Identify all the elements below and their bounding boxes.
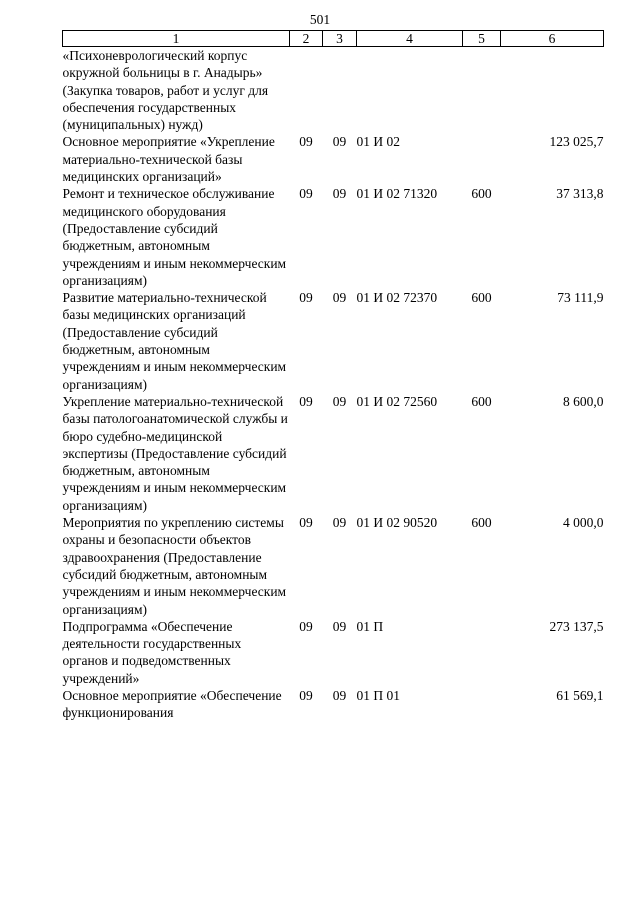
- column-header-name: 1: [63, 31, 290, 47]
- row-program-code: 01 П: [356, 618, 384, 634]
- row-section: [290, 47, 323, 134]
- row-subsection: [323, 47, 357, 134]
- table-row: [63, 618, 604, 687]
- row-name: Ремонт и техническое обслуживание медицинского оборудования (Предоставление субсидий бюджетным, автономным учреждениям и иным некоммерческим организациям): [62, 186, 287, 288]
- row-expense-kind: 600: [471, 393, 492, 409]
- row-program-code: 01 И 02: [356, 134, 400, 150]
- row-amount: 123 025,7: [549, 134, 604, 150]
- row-program-code: 01 И 02 90520: [356, 515, 438, 531]
- row-name: Развитие материально-технической базы медицинских организаций (Предоставление субсидий бюджетным, автономным учреждениям и иным некоммерческим организациям): [62, 290, 287, 392]
- row-program-code: 01 И 02 72560: [356, 393, 438, 409]
- row-expense-kind: 600: [471, 290, 492, 306]
- row-program-code: 01 П 01: [356, 687, 400, 703]
- row-name: Основное мероприятие «Укрепление материально-технической базы медицинских организаций»: [62, 134, 275, 185]
- row-expense-kind: 600: [471, 515, 492, 531]
- row-amount: [501, 47, 604, 134]
- row-subsection: 09: [332, 186, 347, 202]
- row-amount: 273 137,5: [549, 618, 604, 634]
- table-row: [63, 289, 604, 393]
- row-section: 09: [299, 515, 313, 531]
- table-row: [63, 393, 604, 514]
- table-row: [63, 47, 604, 134]
- row-subsection: 09: [332, 134, 347, 150]
- page-number: 501: [309, 12, 331, 27]
- row-subsection: 09: [332, 618, 347, 634]
- table-row: [63, 133, 604, 185]
- table-row: [63, 687, 604, 722]
- row-amount: 73 111,9: [557, 290, 604, 306]
- column-header-subsection: 3: [323, 31, 357, 47]
- row-section: 09: [299, 393, 313, 409]
- row-subsection: 09: [332, 290, 347, 306]
- row-name: Мероприятия по укреплению системы охраны и безопасности объектов здравоохранения (Предоставление субсидий бюджетным, автономным учреждениям и иным некоммерческим организациям): [62, 515, 287, 617]
- row-expense-kind: [463, 687, 501, 722]
- row-name: Основное мероприятие «Обеспечение функционирования: [62, 687, 282, 721]
- row-section: 09: [299, 186, 313, 202]
- column-header-expense-kind: 5: [463, 31, 501, 47]
- row-amount: 61 569,1: [556, 687, 604, 703]
- row-subsection: 09: [332, 393, 347, 409]
- budget-table: [62, 30, 604, 722]
- row-amount: 8 600,0: [563, 393, 604, 409]
- row-subsection: 09: [332, 687, 347, 703]
- row-amount: 4 000,0: [563, 515, 604, 531]
- table-row: [63, 185, 604, 289]
- row-program-code: 01 И 02 72370: [356, 290, 438, 306]
- column-header-program: 4: [357, 31, 463, 47]
- row-section: 09: [299, 134, 313, 150]
- row-section: 09: [299, 290, 313, 306]
- table-body: [63, 47, 604, 722]
- row-subsection: 09: [332, 515, 347, 531]
- row-expense-kind: [463, 47, 501, 134]
- row-name: Укрепление материально-технической базы патологоанатомической службы и бюро судебно-медицинской экспертизы (Предоставление субсидий бюджетным, автономным учреждениям и иным некоммерческим организациям): [62, 393, 288, 513]
- row-section: 09: [299, 618, 313, 634]
- row-program-code: 01 И 02 71320: [356, 186, 438, 202]
- row-name: «Психоневрологический корпус окружной больницы в г. Анадырь» (Закупка товаров, работ и услуг для обеспечения государственных (муниципальных) нужд): [62, 48, 269, 133]
- row-name: Подпрограмма «Обеспечение деятельности государственных органов и подведомственных учреждений»: [62, 618, 242, 686]
- row-expense-kind: [463, 133, 501, 185]
- column-header-amount: 6: [501, 31, 604, 47]
- table-row: [63, 514, 604, 618]
- row-section: 09: [299, 687, 313, 703]
- table-header: [63, 31, 604, 47]
- row-expense-kind: [463, 618, 501, 687]
- column-header-section: 2: [290, 31, 323, 47]
- row-amount: 37 313,8: [556, 186, 604, 202]
- row-expense-kind: 600: [471, 186, 492, 202]
- header-row: [63, 31, 604, 47]
- row-program-code: [357, 47, 463, 134]
